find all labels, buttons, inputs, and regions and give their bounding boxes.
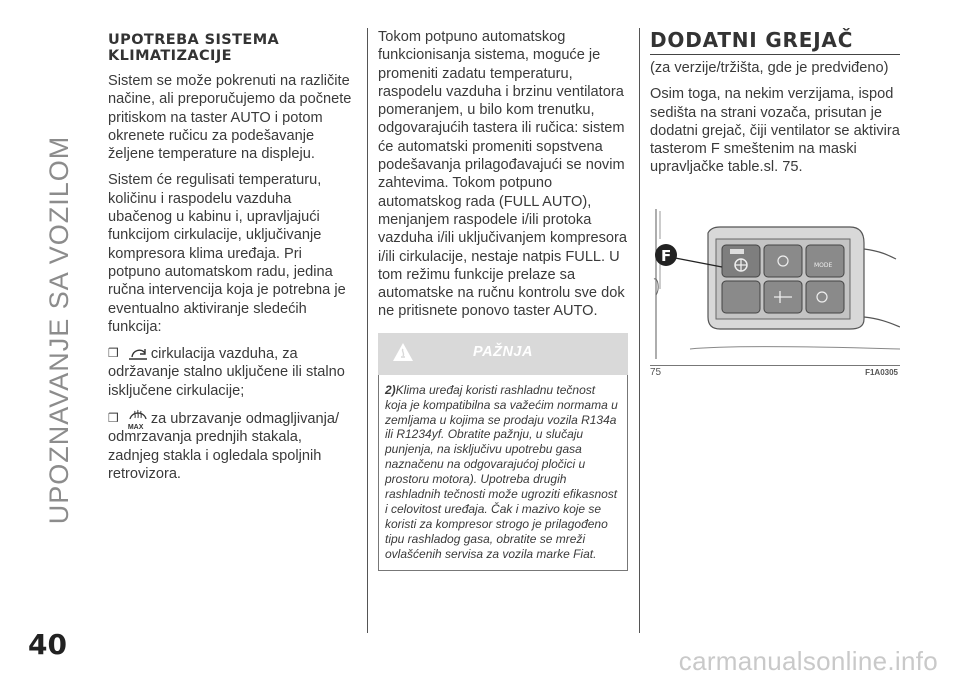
figure-75 — [650, 199, 900, 378]
paragraph-versions: (za verzije/tržišta, gde je predviđeno) — [650, 60, 889, 76]
section-heading-heater: DODATNI GREJAČ — [650, 28, 900, 55]
warning-number: 2) — [385, 382, 396, 397]
paragraph-auto-mode: Tokom potpuno automatskog funkcionisanja sistema, moguće je promeniti zadatu temperaturu, raspodelu vazduha i brzinu ventilatora pomeranjem, u bilo kom trenutku, odgovarajućih tastera ili ručica: sistem će automatski promeniti sopstvena podešavanja prilagođavajući se novim zahtevima. Tokom potpuno automatskog rada (FULL AUTO), menjanjem raspodele i/ili protoka vazduha i/ili uključivanjem kompresora i/ili cirkulacije, nestaje natpis FULL. U tom režimu funkcije prelaze sa automatske na ručnu kontrolu sve dok ne pritisnete ponovo taster AUTO. — [378, 29, 628, 320]
watermark-text: carmanualsonline.info — [678, 646, 938, 676]
figure-caption-rule — [650, 365, 900, 366]
side-section-title — [44, 135, 84, 525]
column-divider-2 — [639, 28, 640, 633]
max-defrost-icon: MAX — [127, 408, 149, 428]
paragraph-heater: Osim toga, na nekim verzijama, ispod sedišta na strani vozača, prisutan je dodatni grejač, čiji ventilator se aktivira tasterom F smeštenim na maski upravljačke table.sl. 75. — [650, 86, 900, 176]
warning-box — [378, 375, 628, 571]
column-divider-1 — [367, 28, 368, 633]
figure-code: F1A0305 — [865, 367, 898, 377]
checkbox-bullet-icon: ❒ — [108, 346, 119, 361]
bullet-max-defrost-text: za ubrzavanje odmagljivanja/ odmrzavanja prednjih stakala, zadnjeg stakla i ogledala spoljnih retrovizora. — [108, 411, 340, 482]
column-2 — [378, 28, 628, 571]
figure-number: 75 — [650, 366, 662, 378]
warning-text: Klima uređaj koristi rashladnu tečnost koja je kompatibilna sa važećim normama u zemljama u kojima se prodaju vozila R134a ili R1234yf. Obratite pažnju, u slučaju punjenja, na isključivu upotrebu gasa naznačenu na odgovarajućoj pločici u prostoru motora). Upotreba drugih rashladnih tečnosti može ugroziti efikasnost i celovitost uređaja. Čak i mazivo koje se koristi za kompresor strogo je prilagođeno tipu rashladog gasa, obratite se mreži ovlašćenih servisa za vozila marke Fiat. — [385, 382, 618, 561]
side-title-text: UPOZNAVANJE SA VOZILOM — [44, 135, 74, 525]
recirculation-icon — [127, 347, 149, 361]
warning-triangle-icon — [392, 341, 414, 363]
checkbox-bullet-icon: ❒ — [108, 411, 119, 426]
paragraph-2: Sistem će regulisati temperaturu, količinu i raspodelu vazduha ubačenog u kabinu i, upravljajući funkcijom cirkulacije, uključivanje kompresora klima uređaja. Pri potpuno automatskom radu, jedina ručna intervencija koja je potrebna je eventualno aktiviranje sledećih funkcija: — [108, 172, 346, 335]
bullet-recirculation — [108, 344, 356, 400]
page-number: 40 — [28, 628, 67, 661]
column-3 — [650, 28, 900, 378]
warning-title: PAŽNJA — [473, 343, 533, 360]
section-heading-climate: UPOTREBA SISTEMA KLIMATIZACIJE — [108, 32, 280, 64]
column-1 — [108, 28, 356, 491]
svg-text:MODE: MODE — [814, 261, 833, 269]
figure-illustration — [650, 199, 900, 367]
paragraph-1: Sistem se može pokrenuti na različite načine, ali preporučujemo da počnete pritiskom na taster AUTO i potom okrenete ručicu za podešavanje željene temperature na displeju. — [108, 73, 352, 163]
warning-header — [378, 333, 628, 375]
bullet-recirculation-text: cirkulacija vazduha, za održavanje stalno uključene ili stalno isključene cirkulacije; — [108, 346, 345, 399]
bullet-max-defrost — [108, 408, 356, 483]
svg-text:F: F — [661, 246, 672, 265]
dashboard-switch-panel-drawing — [650, 199, 900, 365]
